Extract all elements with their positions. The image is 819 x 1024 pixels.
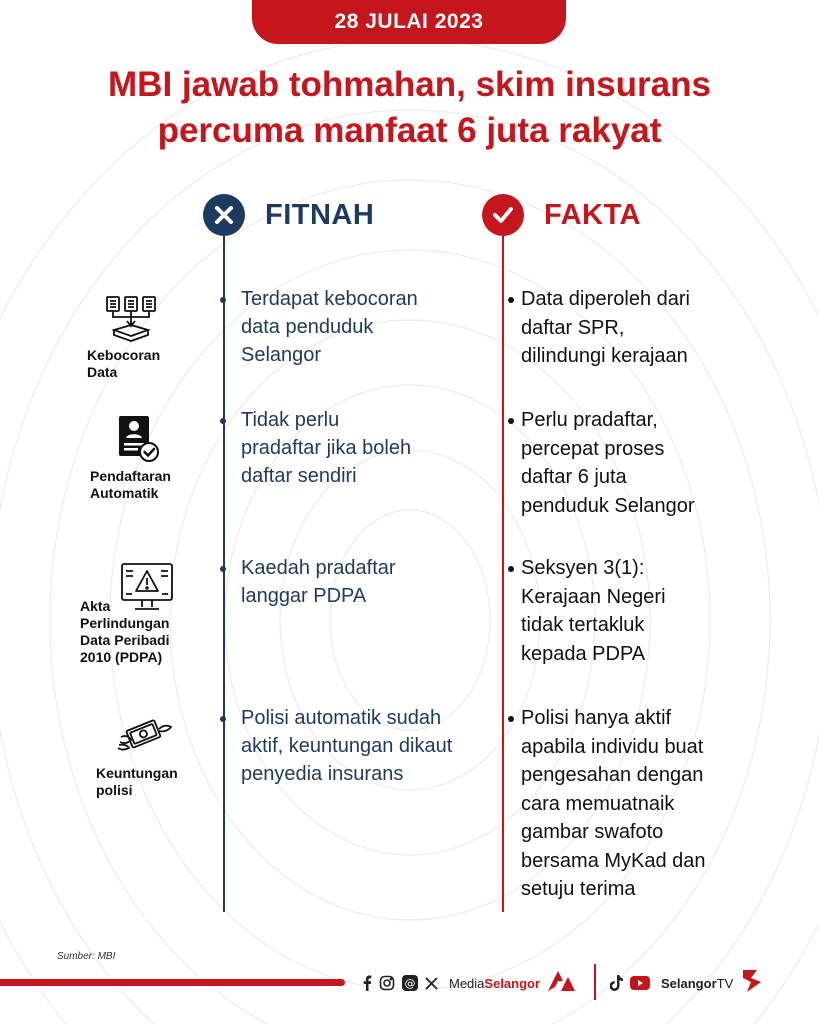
selangor-tv-logo-icon — [739, 968, 765, 999]
date-banner — [252, 0, 566, 44]
fitnah-text: Tidak perlu pradaftar jika boleh daftar sendiri — [241, 409, 412, 487]
footer-media-selangor — [362, 966, 576, 1000]
youtube-icon[interactable] — [630, 976, 650, 990]
fakta-text: Perlu pradaftar, percepat proses daftar 6 juta penduduk Selangor — [521, 409, 695, 517]
facebook-icon[interactable] — [362, 975, 372, 991]
brand-suffix: Selangor — [484, 975, 541, 991]
threads-icon[interactable] — [402, 975, 418, 991]
bullet — [220, 716, 226, 722]
selangor-tv-brand — [661, 976, 733, 991]
page-title — [40, 62, 779, 154]
brand-prefix: Media — [449, 975, 485, 991]
bullet — [508, 418, 514, 424]
check-icon — [482, 194, 524, 236]
tiktok-icon[interactable] — [610, 975, 623, 991]
x-icon[interactable] — [425, 977, 438, 990]
registration-document-icon — [117, 414, 161, 469]
fitnah-label: FITNAH — [265, 198, 375, 231]
fakta-text: Seksyen 3(1): Kerajaan Negeri tidak tertakluk kepada PDPA — [521, 557, 666, 665]
category-label: Akta Perlindungan Data Peribadi 2010 (PDPA) — [80, 598, 170, 665]
bullet — [220, 418, 226, 424]
fakta-header — [482, 192, 641, 238]
media-selangor-brand — [449, 976, 540, 991]
bullet — [220, 297, 226, 303]
fitnah-text: Kaedah pradaftar langgar PDPA — [241, 557, 396, 607]
flying-money-icon — [115, 715, 173, 766]
footer-bar — [0, 979, 345, 986]
date-text: 28 JULAI 2023 — [334, 10, 484, 33]
fitnah-timeline — [223, 236, 225, 912]
media-selangor-logo-icon — [546, 969, 576, 998]
footer-selangor-tv — [610, 966, 765, 1000]
category-label: Kebocoran Data — [87, 347, 161, 380]
fakta-label: FAKTA — [544, 198, 642, 231]
fakta-timeline — [502, 236, 504, 912]
svg-text:@: @ — [404, 977, 416, 990]
fakta-text: Polisi hanya aktif apabila individu buat pengesahan dengan cara memuatnaik gambar swafoto bersama MyKad dan setuju terima — [521, 707, 706, 900]
bullet — [508, 297, 514, 303]
bullet — [508, 566, 514, 572]
category-label: Keuntungan polisi — [96, 765, 178, 798]
fitnah-text: Terdapat kebocoran data penduduk Selangor — [241, 288, 418, 366]
cross-icon — [203, 194, 245, 236]
brand-prefix: Selangor — [661, 975, 717, 991]
fitnah-text: Polisi automatik sudah aktif, keuntungan dikaut penyedia insurans — [241, 707, 453, 785]
bullet — [508, 716, 514, 722]
bullet — [220, 566, 226, 572]
database-transfer-icon — [104, 294, 158, 351]
title-line-2: percuma manfaat 6 juta rakyat — [157, 111, 662, 150]
source-note: Sumber: MBI — [57, 951, 116, 962]
title-line-1: MBI jawab tohmahan, skim insurans — [108, 65, 711, 104]
brand-suffix: TV — [716, 975, 734, 991]
fitnah-header — [203, 192, 374, 238]
category-label: Pendaftaran Automatik — [90, 468, 171, 501]
instagram-icon[interactable] — [379, 975, 395, 991]
footer-divider — [594, 964, 596, 1000]
fakta-text: Data diperoleh dari daftar SPR, dilindungi kerajaan — [521, 288, 690, 367]
